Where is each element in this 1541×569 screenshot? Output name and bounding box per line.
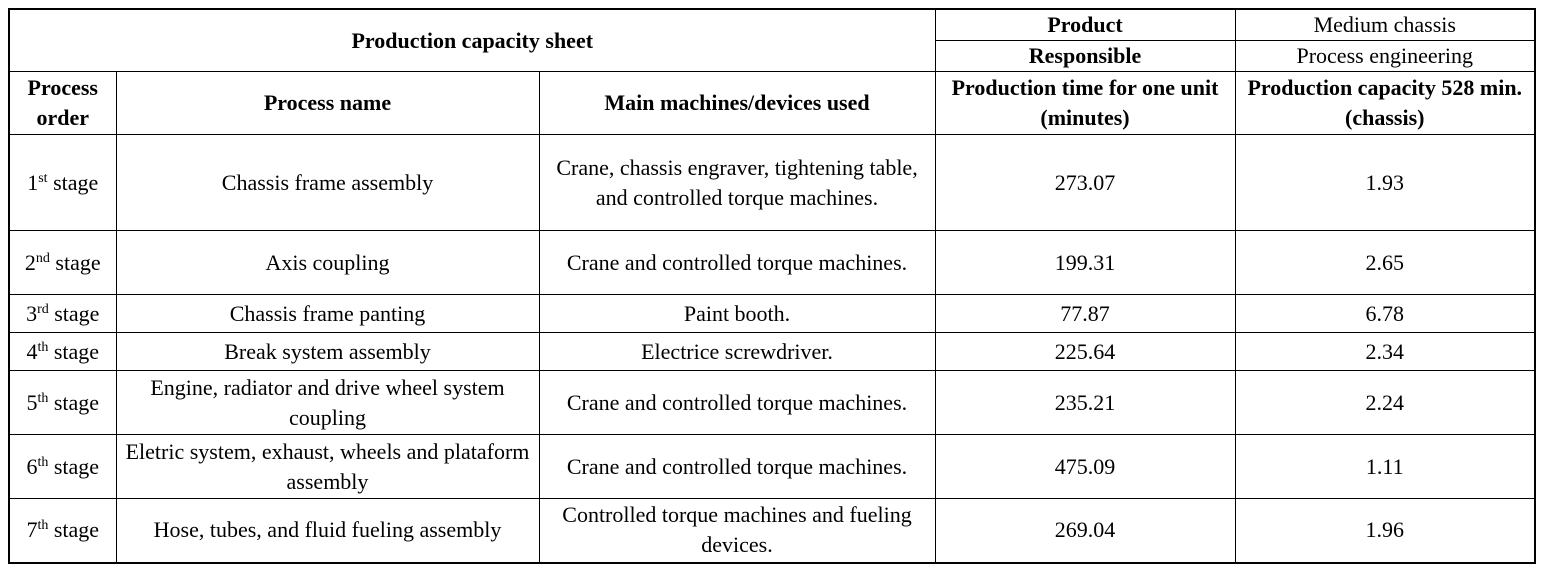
production-capacity-cell: 1.93 — [1235, 135, 1535, 231]
table-row — [9, 499, 1535, 563]
responsible-label: Responsible — [935, 41, 1235, 72]
production-capacity-cell: 2.24 — [1235, 371, 1535, 435]
production-capacity-cell: 2.34 — [1235, 333, 1535, 371]
machines-cell: Paint booth. — [539, 295, 935, 333]
machines-cell: Crane and controlled torque machines. — [539, 435, 935, 499]
production-capacity-table — [8, 8, 1536, 564]
production-capacity-cell: 1.96 — [1235, 499, 1535, 563]
process-name-cell: Break system assembly — [116, 333, 539, 371]
table-row — [9, 371, 1535, 435]
table-row — [9, 333, 1535, 371]
production-time-cell: 273.07 — [935, 135, 1235, 231]
sheet-title: Production capacity sheet — [9, 9, 935, 72]
col-header-process-name: Process name — [116, 72, 539, 135]
process-order-cell: 7th stage — [9, 499, 116, 563]
product-value: Medium chassis — [1235, 9, 1535, 41]
machines-cell: Crane, chassis engraver, tightening table, and controlled torque machines. — [539, 135, 935, 231]
col-header-process-order: Process order — [9, 72, 116, 135]
col-header-production-capacity: Production capacity 528 min. (chassis) — [1235, 72, 1535, 135]
process-name-cell: Engine, radiator and drive wheel system coupling — [116, 371, 539, 435]
process-name-cell: Eletric system, exhaust, wheels and plataform assembly — [116, 435, 539, 499]
process-name-cell: Hose, tubes, and fluid fueling assembly — [116, 499, 539, 563]
process-order-cell: 4th stage — [9, 333, 116, 371]
process-order-cell: 1st stage — [9, 135, 116, 231]
machines-cell: Crane and controlled torque machines. — [539, 371, 935, 435]
table-row — [9, 435, 1535, 499]
production-time-cell: 235.21 — [935, 371, 1235, 435]
product-label: Product — [935, 9, 1235, 41]
production-time-cell: 269.04 — [935, 499, 1235, 563]
production-capacity-cell: 6.78 — [1235, 295, 1535, 333]
production-time-cell: 77.87 — [935, 295, 1235, 333]
table-row — [9, 295, 1535, 333]
col-header-machines: Main machines/devices used — [539, 72, 935, 135]
production-time-cell: 475.09 — [935, 435, 1235, 499]
production-capacity-cell: 2.65 — [1235, 231, 1535, 295]
process-order-cell: 6th stage — [9, 435, 116, 499]
process-name-cell: Chassis frame assembly — [116, 135, 539, 231]
machines-cell: Electrice screwdriver. — [539, 333, 935, 371]
process-name-cell: Chassis frame panting — [116, 295, 539, 333]
responsible-value: Process engineering — [1235, 41, 1535, 72]
production-capacity-cell: 1.11 — [1235, 435, 1535, 499]
col-header-production-time: Production time for one unit (minutes) — [935, 72, 1235, 135]
process-name-cell: Axis coupling — [116, 231, 539, 295]
production-time-cell: 199.31 — [935, 231, 1235, 295]
process-order-cell: 5th stage — [9, 371, 116, 435]
process-order-cell: 2nd stage — [9, 231, 116, 295]
machines-cell: Crane and controlled torque machines. — [539, 231, 935, 295]
table-row — [9, 231, 1535, 295]
process-order-cell: 3rd stage — [9, 295, 116, 333]
table-row — [9, 135, 1535, 231]
machines-cell: Controlled torque machines and fueling devices. — [539, 499, 935, 563]
production-time-cell: 225.64 — [935, 333, 1235, 371]
